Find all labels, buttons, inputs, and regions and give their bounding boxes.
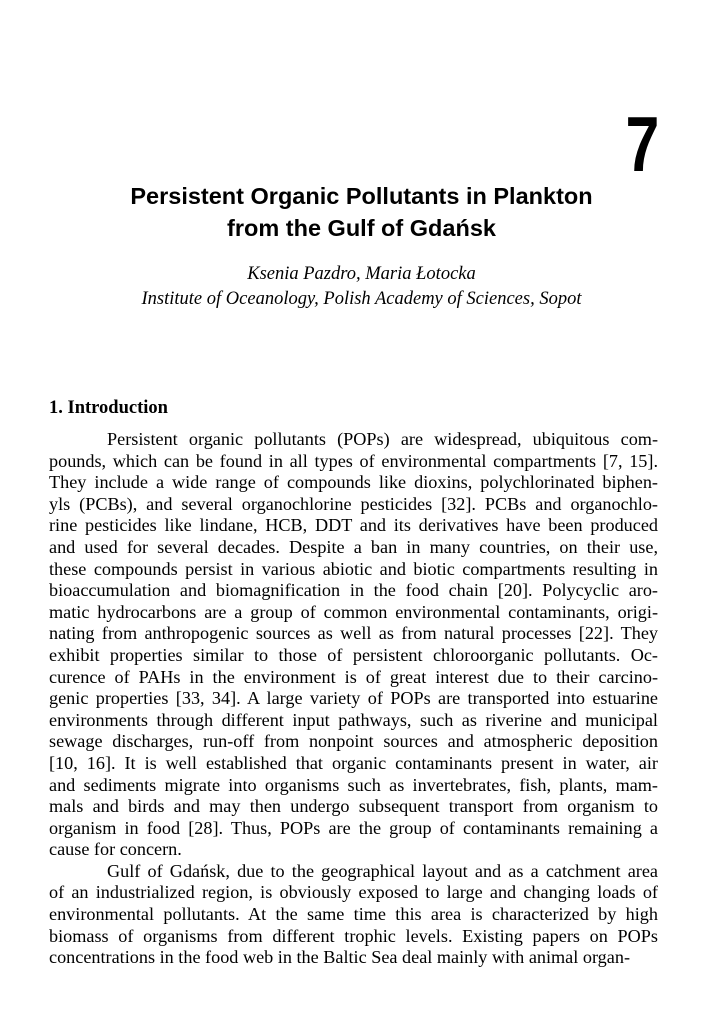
paragraph <box>49 861 658 969</box>
text-line: of an industrialized region, is obviously exposed to large and changing loads of <box>49 882 658 903</box>
text-line: sewage discharges, run-off from nonpoint sources and atmospheric deposition <box>49 731 658 752</box>
text-line: They include a wide range of compounds like dioxins, polychlorinated biphen- <box>49 472 658 493</box>
text-line: bioaccumulation and biomagnification in the food chain [20]. Polycyclic aro- <box>49 580 658 601</box>
text-line: and used for several decades. Despite a ban in many countries, on their use, <box>49 536 658 557</box>
chapter-title <box>0 180 723 244</box>
author-block <box>0 262 723 312</box>
text-line: environments through different input pathways, such as riverine and municipal <box>49 709 658 730</box>
text-line: biomass of organisms from different trophic levels. Existing papers on POPs <box>49 925 658 946</box>
text-line: cause for concern. <box>49 839 182 860</box>
section-heading: 1. Introduction <box>49 398 168 418</box>
text-line: nating from anthropogenic sources as well as from natural processes [22]. They <box>49 623 658 644</box>
text-line: concentrations in the food web in the Baltic Sea deal mainly with animal organ- <box>49 947 630 968</box>
text-line: pounds, which can be found in all types of environmental compartments [7, 15]. <box>49 450 658 471</box>
text-line: genic properties [33, 34]. A large variety of POPs are transported into estuarine <box>49 688 658 709</box>
text-line: [10, 16]. It is well established that organic contaminants present in water, air <box>49 752 658 773</box>
chapter-number: 7 <box>625 100 659 188</box>
text-line: Persistent organic pollutants (POPs) are widespread, ubiquitous com- <box>107 429 658 449</box>
title-line: from the Gulf of Gdańsk <box>227 215 496 241</box>
text-line: organism in food [28]. Thus, POPs are the group of contaminants remaining a <box>49 817 658 838</box>
text-line: matic hydrocarbons are a group of common environmental contaminants, origi- <box>49 601 658 622</box>
text-line: and sediments migrate into organisms such as invertebrates, fish, plants, mam- <box>49 774 658 795</box>
text-line: rine pesticides like lindane, HCB, DDT and its derivatives have been produced <box>49 515 658 536</box>
text-line: environmental pollutants. At the same time this area is characterized by high <box>49 904 658 925</box>
text-line: curence of PAHs in the environment is of great interest due to their carcino- <box>49 666 658 687</box>
text-line: exhibit properties similar to those of persistent chloroorganic pollutants. Oc- <box>49 644 658 665</box>
text-line: mals and birds and may then undergo subsequent transport from organism to <box>49 796 658 817</box>
text-line: yls (PCBs), and several organochlorine pesticides [32]. PCBs and organochlo- <box>49 493 658 514</box>
paragraph <box>49 429 658 861</box>
authors: Ksenia Pazdro, Maria Łotocka <box>247 264 476 284</box>
body-text <box>49 429 658 969</box>
title-line: Persistent Organic Pollutants in Plankton <box>130 183 593 209</box>
text-line: Gulf of Gdańsk, due to the geographical layout and as a catchment area <box>107 860 658 881</box>
text-line: these compounds persist in various abiotic and biotic compartments resulting in <box>49 558 658 579</box>
affiliation: Institute of Oceanology, Polish Academy of Sciences, Sopot <box>141 289 582 309</box>
